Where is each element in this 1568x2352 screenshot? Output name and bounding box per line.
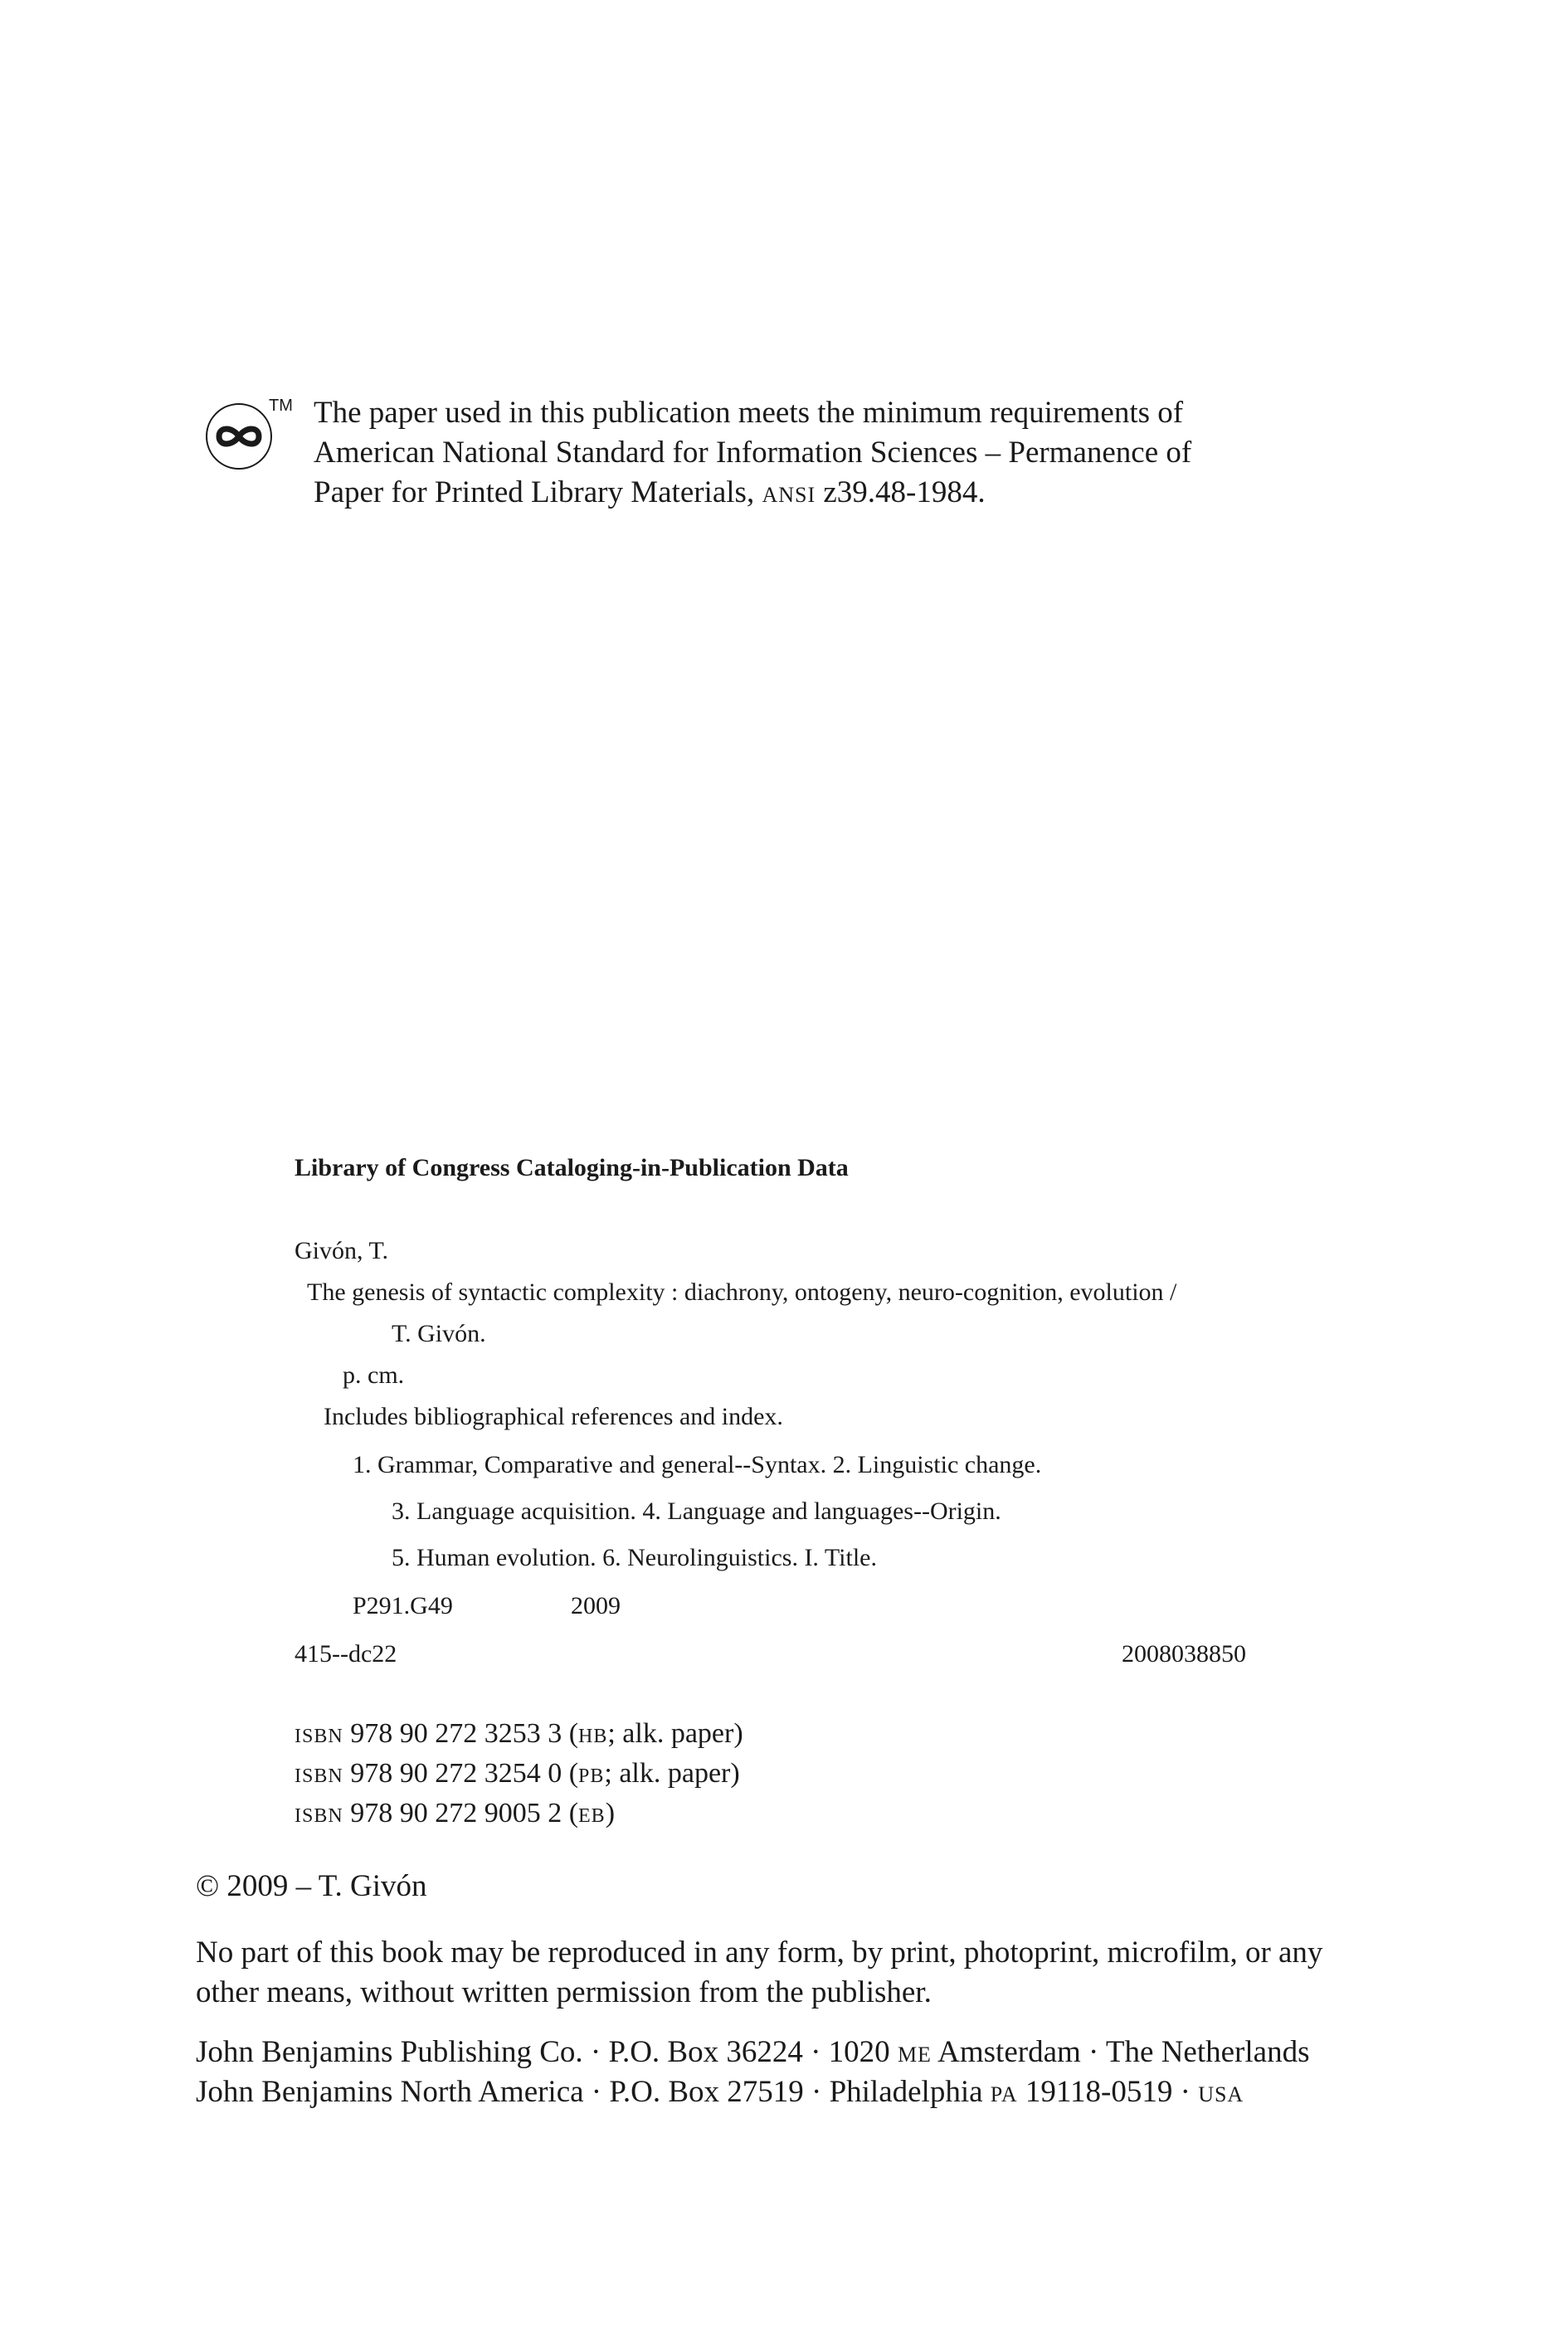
ansi-abbrev: ansi: [762, 475, 816, 509]
copyright: © 2009 – T. Givón: [196, 1869, 427, 1903]
cip-pages: p. cm.: [343, 1361, 405, 1389]
infinity-icon: [204, 402, 274, 471]
cip-call-year: 2009: [571, 1592, 621, 1619]
cip-call-number: P291.G49: [353, 1592, 453, 1619]
publisher-address: John Benjamins North America · P.O. Box 27519 · Philadelphia pa 19118-0519 · usa: [196, 2075, 1244, 2109]
permanence-notice: [314, 393, 1191, 513]
cip-author: Givón, T.: [295, 1237, 389, 1264]
isbn-line: isbn 978 90 272 3254 0 (pb; alk. paper): [295, 1758, 740, 1789]
cip-subjects-2: 3. Language acquisition. 4. Language and languages--Origin.: [392, 1497, 1001, 1525]
notice-line: The paper used in this publication meets the minimum requirements of: [314, 396, 1184, 430]
cip-subjects-1: 1. Grammar, Comparative and general--Syntax. 2. Linguistic change.: [353, 1451, 1042, 1478]
cip-subjects-3: 5. Human evolution. 6. Neurolinguistics. I. Title.: [392, 1544, 877, 1571]
isbn-line: isbn 978 90 272 3253 3 (hb; alk. paper): [295, 1718, 743, 1749]
rights-line: other means, without written permission from the publisher.: [196, 1975, 932, 2009]
publisher-address: John Benjamins Publishing Co. · P.O. Box 36224 · 1020 me Amsterdam · The Netherlands: [196, 2035, 1310, 2069]
isbn-line: isbn 978 90 272 9005 2 (eb): [295, 1798, 616, 1829]
notice-line: American National Standard for Information Sciences – Permanence of: [314, 436, 1192, 470]
cip-responsibility: T. Givón.: [392, 1320, 486, 1347]
cip-notes: Includes bibliographical references and index.: [324, 1403, 783, 1430]
trademark-mark: TM: [269, 397, 293, 415]
cip-title: The genesis of syntactic complexity : diachrony, ontogeny, neuro-cognition, evolution /: [307, 1278, 1177, 1306]
notice-line: Paper for Printed Library Materials, ansi z39.48-1984.: [314, 475, 986, 509]
rights-line: No part of this book may be reproduced in any form, by print, photoprint, microfilm, or any: [196, 1936, 1323, 1970]
cip-heading: Library of Congress Cataloging-in-Publication Data: [295, 1154, 849, 1181]
cip-lccn: 2008038850: [1122, 1640, 1246, 1668]
cip-dewey: 415--dc22: [295, 1640, 397, 1668]
